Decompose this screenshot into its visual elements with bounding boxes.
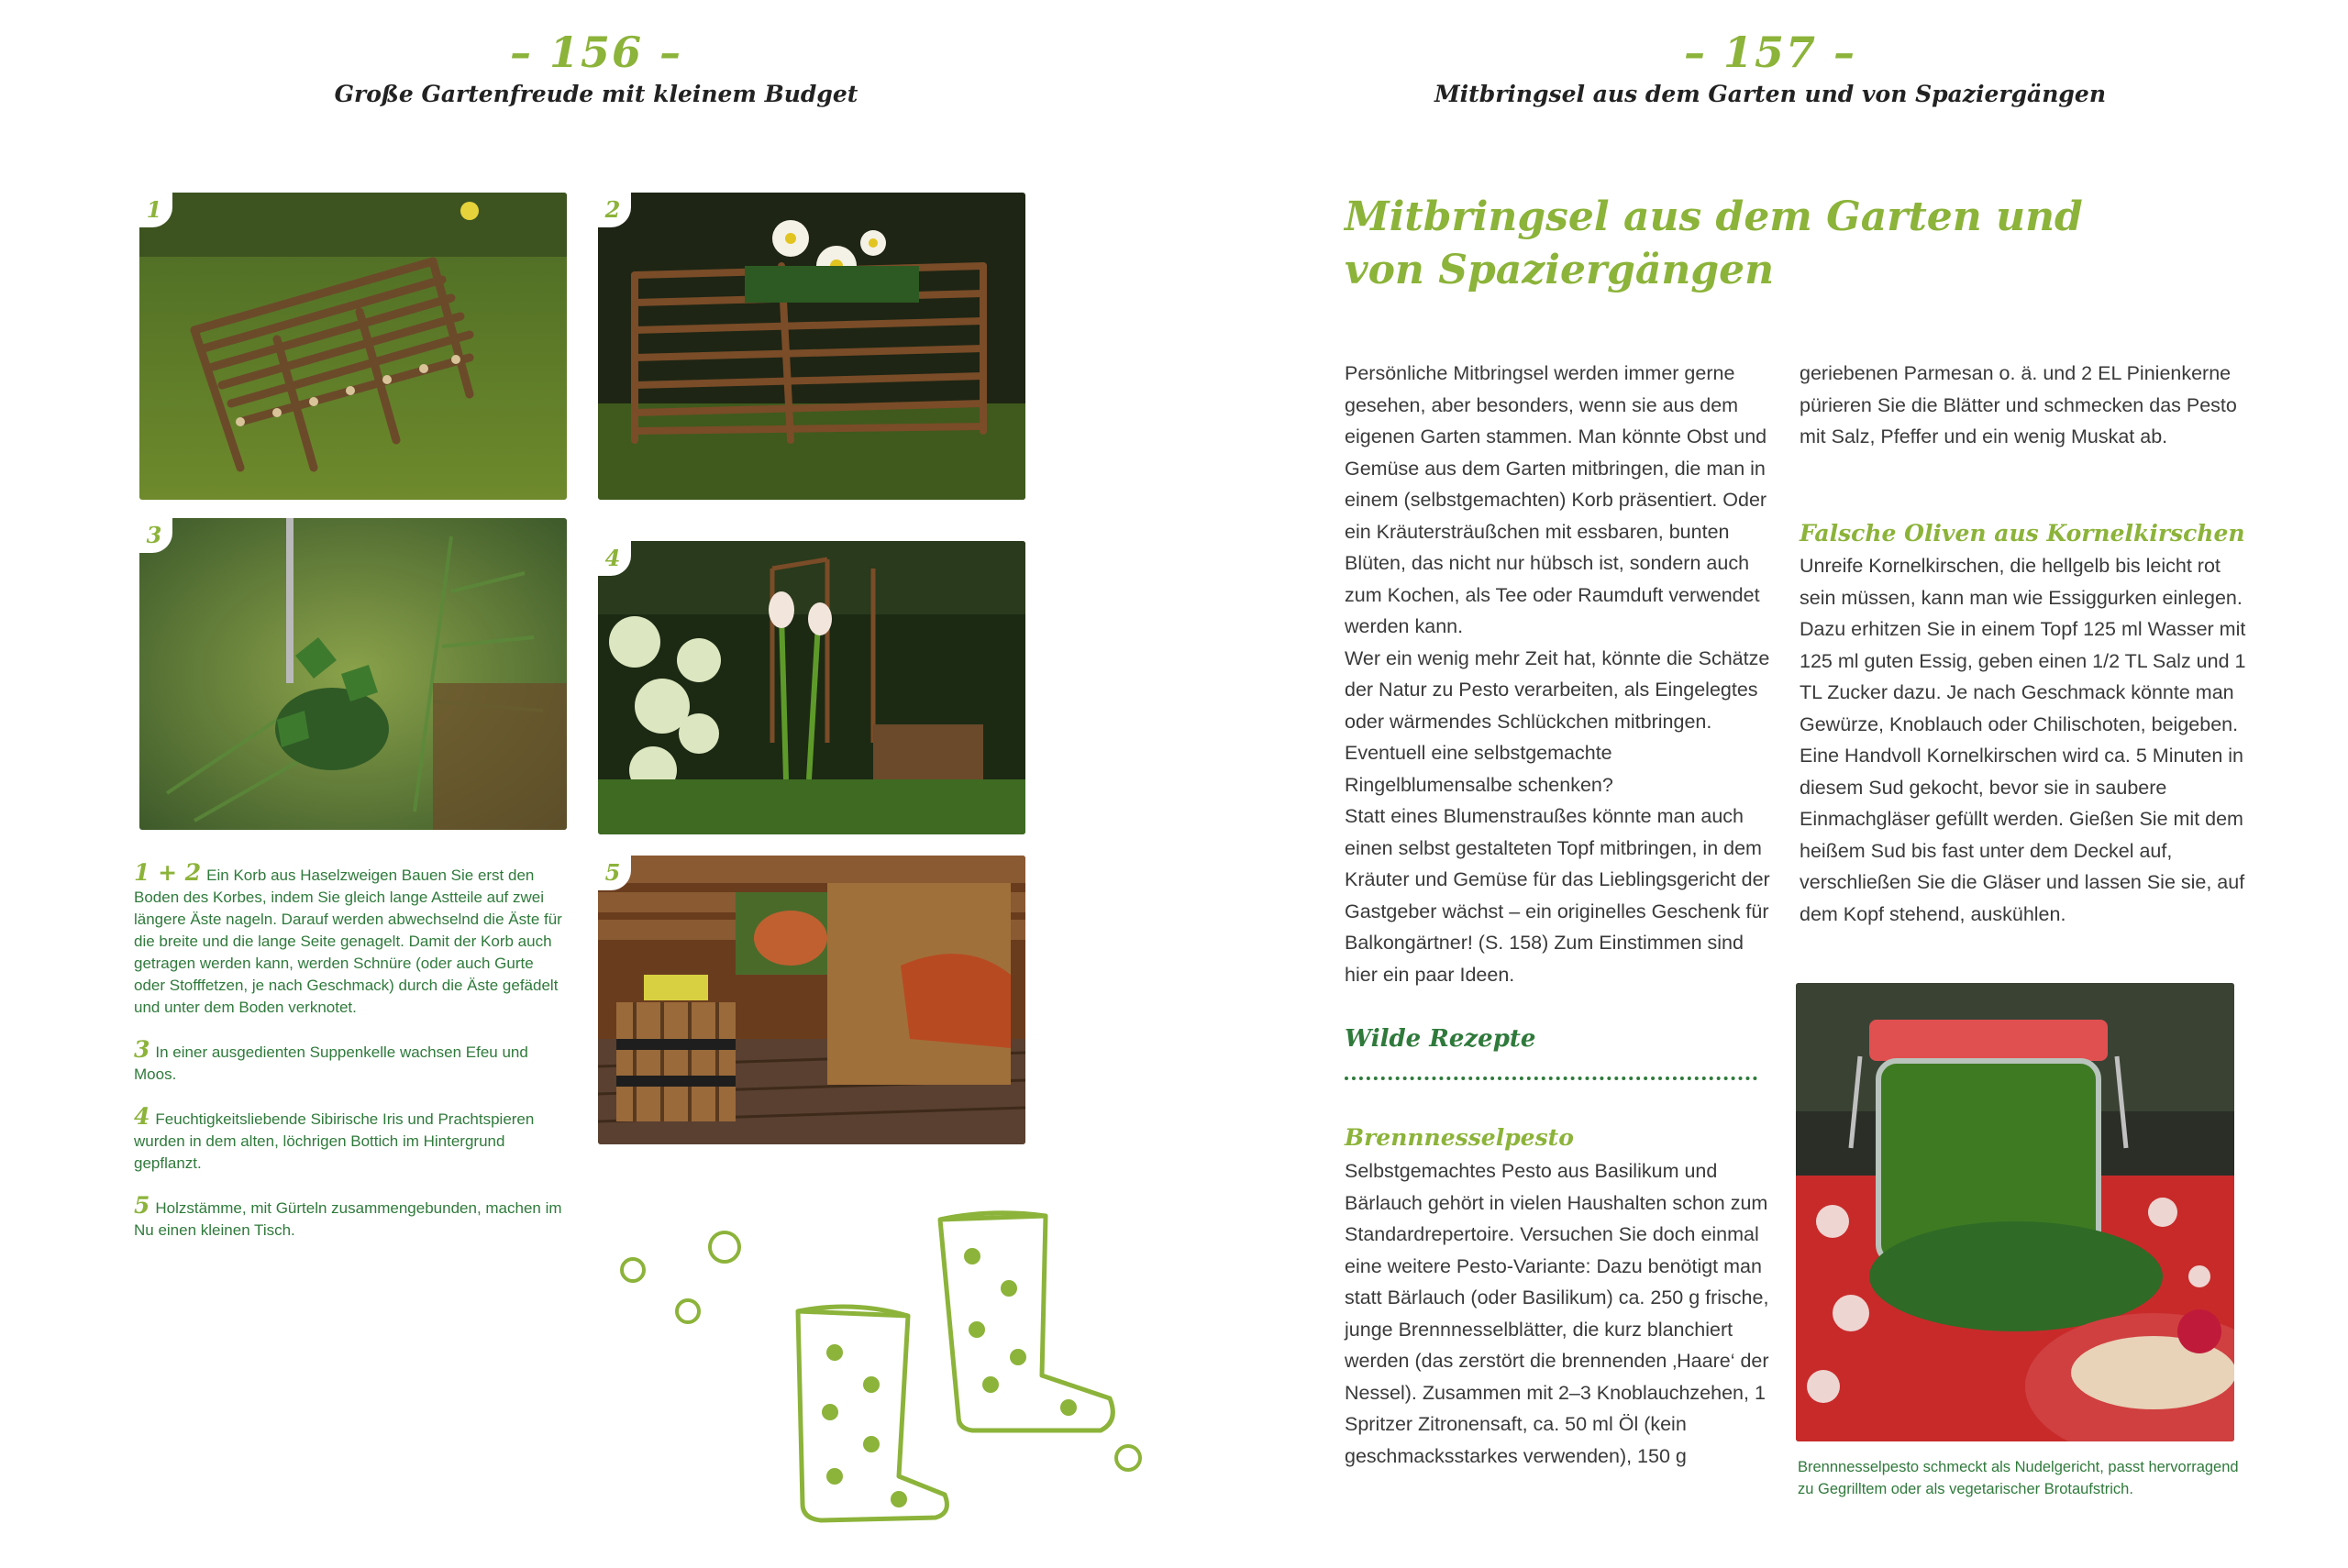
recipe-title-kornelkirschen: Falsche Oliven aus Kornelkirschen (1800, 520, 2245, 547)
photo-hazel-basket (139, 193, 567, 500)
photo-tulips-garden (598, 541, 1025, 834)
caption-1-2: 1 + 2 Ein Korb aus Haselzweigen Bauen Sie erst den Boden des Korbes, indem Sie gleich lange Astteile auf zwei längere Äste nageln. Darauf werden abwechselnd die Äste für die breite und die lange Seite genagelt. Damit der Korb auch getragen werden kann, werden Schnüre (oder auch Gurte oder Stofffetzen, je nach Geschmack) durch die Äste gefädelt und unter dem Boden verknotet. (134, 859, 562, 1016)
caption-number: 4 (134, 1103, 150, 1130)
caption-4: 4 Feuchtigkeitsliebende Sibirische Iris und Prachtspieren wurden in dem alten, löchrigen Bottich im Hintergrund gepflanzt. (134, 1103, 535, 1172)
photo-ladle-ivy (139, 518, 567, 830)
running-head-right: Mitbringsel aus dem Garten und von Spaziergängen (1434, 81, 2106, 107)
photo-label-4: 4 (594, 539, 631, 576)
intro-paragraph: Wer ein wenig mehr Zeit hat, könnte die Schätze der Natur zu Pesto verarbeiten, als Eingelegtes oder wärmendes Schlückchen mitbringen. Eventuell eine selbstgemachte Ringelblumensalbe schenken? (1345, 646, 1770, 796)
photo-captions (134, 859, 567, 1262)
rubber-boots-illustration (605, 1201, 1174, 1531)
photo-label-3: 3 (136, 516, 172, 553)
photo-basket-with-flowers (598, 193, 1025, 500)
page-number-right: – 157 – (1683, 28, 1857, 77)
recipe-title-pesto: Brennnesselpesto (1345, 1124, 1574, 1151)
chapter-title: Mitbringsel aus dem Garten und von Spaziergängen (1345, 193, 2083, 293)
caption-5: 5 Holzstämme, mit Gürteln zusammengebunden, machen im Nu einen kleinen Tisch. (134, 1192, 562, 1239)
intro-text-column (1345, 358, 1776, 990)
photo-pesto-jar (1796, 983, 2234, 1441)
caption-3: 3 In einer ausgedienten Suppenkelle wachsen Efeu und Moos. (134, 1036, 528, 1083)
caption-number: 3 (134, 1036, 150, 1063)
running-head-left: Große Gartenfreude mit kleinem Budget (334, 81, 858, 107)
caption-number: 5 (134, 1192, 150, 1219)
page-number-left: – 156 – (509, 28, 683, 77)
photo-label-1: 1 (136, 191, 172, 227)
recipe-text-kornelkirschen: Unreife Kornelkirschen, die hellgelb bis leicht rot sein müssen, kann man wie Essiggurken einlegen. Dazu erhitzen Sie in einem Topf 125 ml Wasser mit 125 ml guten Essig, geben einen 1/2 TL Salz und 1 TL Zucker dazu. Je nach Geschmack könnte man Gewürze, Knoblauch oder Chilischoten, beigeben. Eine Handvoll Kornelkirschen wird ca. 5 Minuten in diesem Sud gekocht, bevor sie in saubere Einmachgläser gefüllt werden. Gießen Sie mit dem heißem Sud bis fast unter dem Deckel auf, verschließen Sie die Gläser und lassen Sie sie, auf dem Kopf stehend, auskühlen. (1800, 555, 2246, 925)
photo-label-5: 5 (594, 854, 631, 890)
figure-caption: Brennnesselpesto schmeckt als Nudelgericht, passt hervorragend zu Gegrilltem oder als vegetarischer Brotaufstrich. (1798, 1459, 2239, 1497)
section-divider (1345, 1077, 1757, 1080)
recipe-text-pesto: Selbstgemachtes Pesto aus Basilikum und Bärlauch gehört in vielen Haushalten schon zum Standardrepertoire. Versuchen Sie doch einmal eine weitere Pesto-Variante: Dazu benötigt man statt Bärlauch (oder Basilikum) ca. 250 g frische, junge Brennnesselblätter, die kurz blanchiert werden (das zerstört die brennenden ‚Haare‘ der Nessel). Zusammen mit 2–3 Knoblauchzehen, 1 Spritzer Zitronensaft, ca. 50 ml Öl (kein geschmacksstarkes verwenden), 150 g (1345, 1160, 1769, 1467)
caption-number: 1 + 2 (134, 859, 202, 886)
intro-paragraph: Persönliche Mitbringsel werden immer gerne gesehen, aber besonders, wenn sie aus dem eigenen Garten stammen. Man könnte Obst und Gemüse aus dem Garten mitbringen, die man in einem (selbstgemachten) Korb präsentiert. Oder ein Kräutersträußchen mit essbaren, bunten Blüten, das nicht nur hübsch ist, sondern auch zum Kochen, als Tee oder Raumduft verwendet werden kann. (1345, 362, 1767, 637)
photo-label-2: 2 (594, 191, 631, 227)
section-heading-wilde-rezepte: Wilde Rezepte (1345, 1025, 1536, 1053)
photo-wooden-terrace (598, 856, 1025, 1144)
recipe-text-pesto-continued: geriebenen Parmesan o. ä. und 2 EL Pinienkerne pürieren Sie die Blätter und schmecken das Pesto mit Salz, Pfeffer und ein wenig Muskat ab. (1800, 362, 2237, 447)
intro-paragraph: Statt eines Blumenstraußes könnte man auch einen selbst gestalteten Topf mitbringen, in dem Kräuter und Gemüse für das Lieblingsgericht der Gastgeber wächst – ein originelles Geschenk für Balkongärtner! (S. 158) Zum Einstimmen sind hier ein paar Ideen. (1345, 805, 1770, 986)
